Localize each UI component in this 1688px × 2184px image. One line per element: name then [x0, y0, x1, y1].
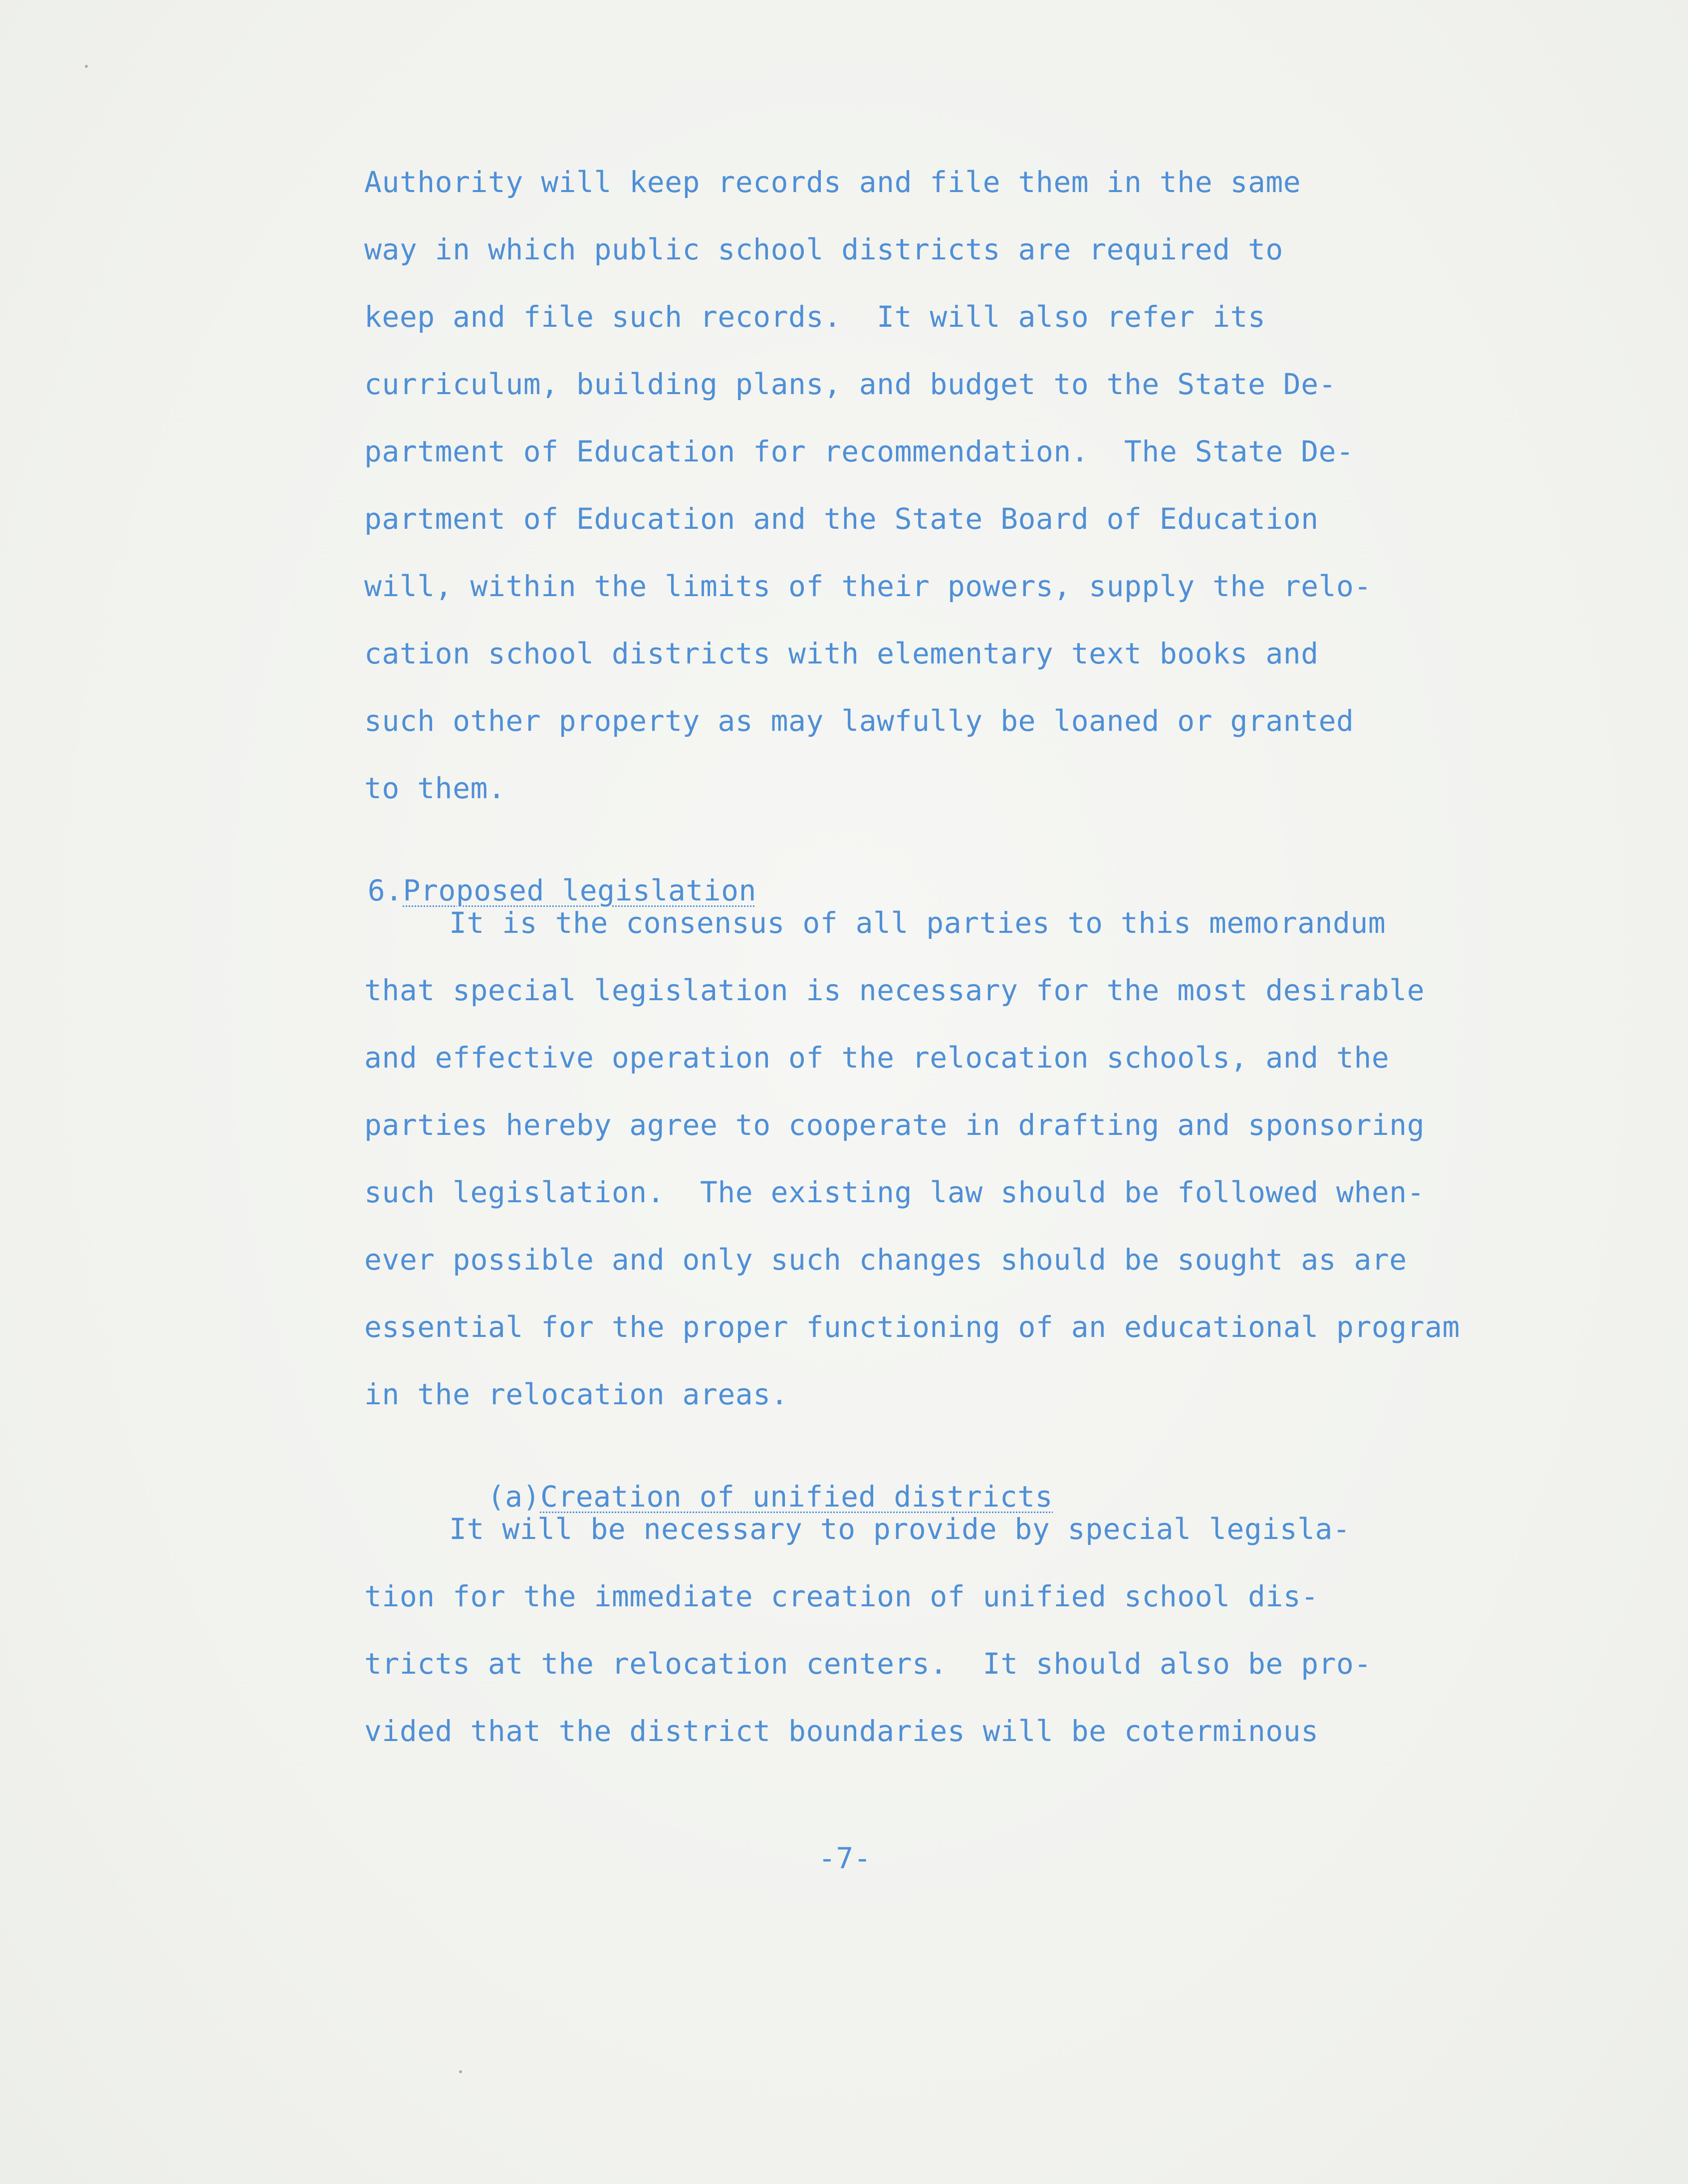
body-line: parties hereby agree to cooperate in drafting and sponsoring: [364, 1108, 1425, 1142]
body-line: that special legislation is necessary for the most desirable: [364, 973, 1425, 1007]
body-line: to them.: [364, 771, 506, 805]
body-line: curriculum, building plans, and budget to the State De-: [364, 367, 1337, 401]
subsection-heading: Creation of unified districts: [540, 1480, 1053, 1514]
body-line: vided that the district boundaries will be coterminous: [364, 1714, 1319, 1748]
body-line: partment of Education and the State Board of Education: [364, 502, 1319, 536]
body-line: will, within the limits of their powers, supply the relo-: [364, 569, 1372, 603]
body-line: ever possible and only such changes should be sought as are: [364, 1243, 1407, 1277]
paper-speck: [459, 2070, 462, 2073]
page-number: -7-: [818, 1841, 872, 1875]
body-line: way in which public school districts are required to: [364, 232, 1283, 266]
body-line: keep and file such records. It will also refer its: [364, 300, 1266, 334]
body-line: such other property as may lawfully be loaned or granted: [364, 704, 1354, 738]
body-line: essential for the proper functioning of an educational program: [364, 1310, 1460, 1344]
paper-speck: [85, 65, 88, 68]
body-line: partment of Education for recommendation. The State De-: [364, 435, 1354, 468]
body-line: It will be necessary to provide by special legisla-: [449, 1512, 1351, 1546]
body-line: tion for the immediate creation of unified school dis-: [364, 1579, 1319, 1613]
body-line: and effective operation of the relocation schools, and the: [364, 1041, 1390, 1075]
section-heading: Proposed legislation: [403, 874, 756, 907]
body-line: It is the consensus of all parties to this memorandum: [449, 906, 1386, 940]
body-line: such legislation. The existing law should be followed when-: [364, 1175, 1425, 1209]
subsection-label: (a): [487, 1480, 540, 1514]
section-number: 6.: [367, 874, 403, 907]
body-line: Authority will keep records and file them in the same: [364, 165, 1301, 199]
body-line: tricts at the relocation centers. It should also be pro-: [364, 1647, 1372, 1681]
body-line: in the relocation areas.: [364, 1377, 789, 1411]
body-line: cation school districts with elementary text books and: [364, 637, 1319, 670]
